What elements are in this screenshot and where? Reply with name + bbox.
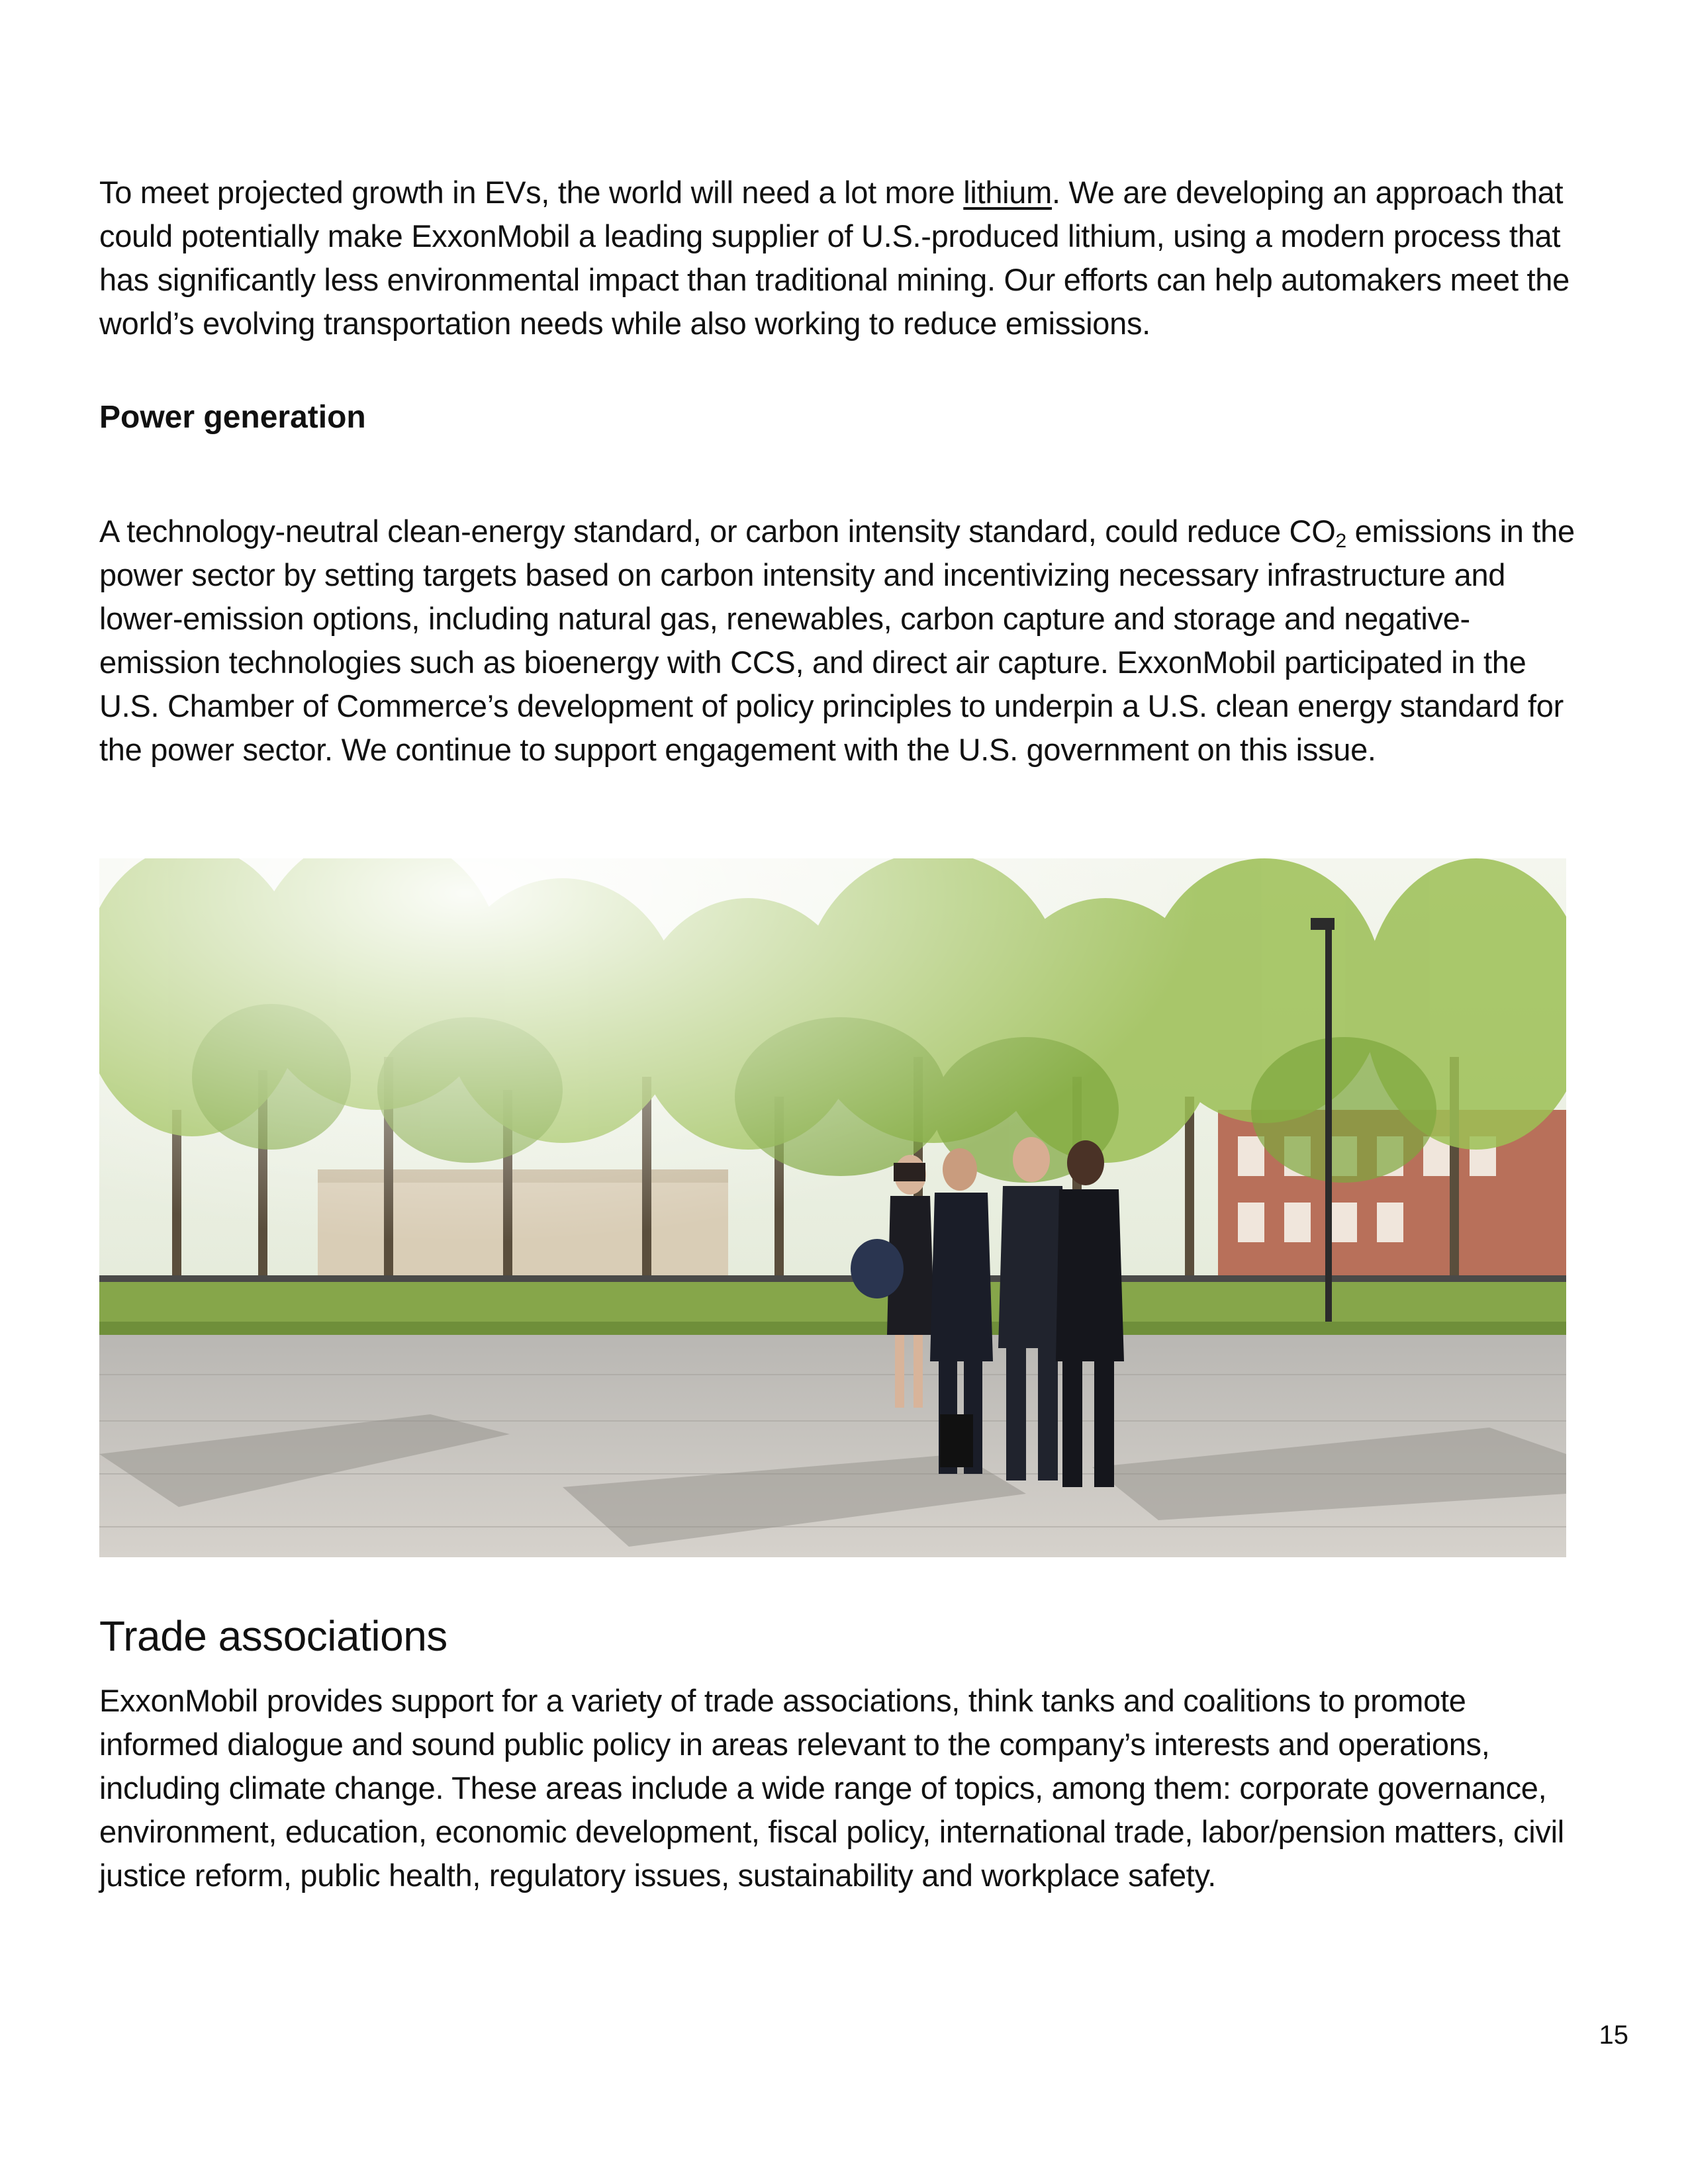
document-page [99,0,1628,2184]
power-text-before-sub: A technology-neutral clean-energy standard, or carbon intensity standard, could reduce CO [99,514,1336,549]
co2-subscript: 2 [1335,530,1346,552]
lithium-paragraph [99,171,1589,345]
page-number: 15 [1599,2021,1628,2050]
trade-associations-heading: Trade associations [99,1612,447,1660]
trade-associations-paragraph: ExxonMobil provides support for a variety of trade associations, think tanks and coalitions to promote informed dialogue and sound public policy in areas relevant to the company’s interests and operations, including climate change. These areas include a wide range of topics, among them: corporate governance, environment, education, economic development, fiscal policy, international trade, labor/pension matters, civil justice reform, public health, regulatory issues, sustainability and workplace safety. [99,1683,1564,1893]
business-meeting-photo [99,858,1566,1557]
power-text-after-sub: emissions in the power sector by setting targets based on carbon intensity and incentivizing necessary infrastructure and lower-emission options, including natural gas, renewables, carbon capture and storage and negative-emission technologies such as bioenergy with CCS, and direct air capture. ExxonMobil participated in the U.S. Chamber of Commerce’s development of policy principles to underpin a U.S. clean energy standard for the power sector. We continue to support engagement with the U.S. government on this issue. [99,514,1575,767]
lithium-text-after-link: . We are developing an approach that could potentially make ExxonMobil a leading supplier of U.S.-produced lithium, using a modern process that has significantly less environmental impact than traditional mining. Our efforts can help automakers meet the world’s evolving transportation needs while also working to reduce emissions. [99,175,1570,341]
lithium-text-before-link: To meet projected growth in EVs, the world will need a lot more [99,175,964,210]
power-generation-heading: Power generation [99,400,366,435]
lithium-link[interactable]: lithium [963,175,1052,210]
power-generation-paragraph [99,510,1589,772]
